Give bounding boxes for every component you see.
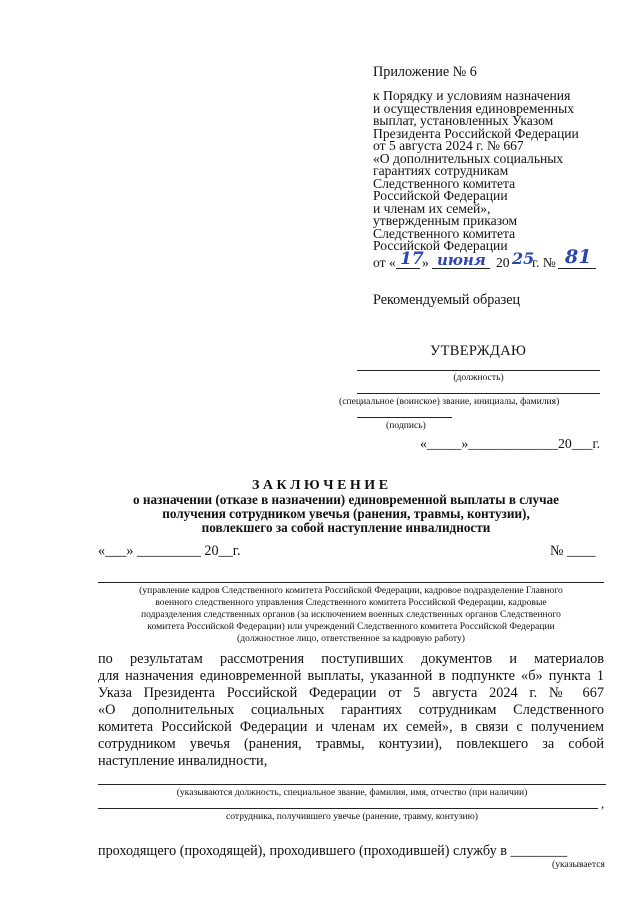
- date-month-handwritten: июня: [437, 251, 486, 269]
- organization-caption-line: (должностное лицо, ответственное за кадровую работу): [237, 633, 465, 644]
- appendix-line: от 5 августа 2024 г. № 667: [373, 138, 524, 153]
- body-line: комитета Российской Федерации и членам их семей», в связи с получением: [98, 719, 604, 735]
- rank-caption: (специальное (воинское) звание, инициалы, фамилия): [339, 396, 560, 407]
- body-line: Указа Президента Российской Федерации от 5 августа 2024 г. № 667: [98, 685, 604, 701]
- approval-heading: УТВЕРЖДАЮ: [430, 343, 527, 359]
- document-subtitle-line: повлекшего за собой наступление инвалидности: [201, 520, 491, 535]
- appendix-line: Российской Федерации: [373, 188, 508, 203]
- date-number-handwritten: 81: [565, 246, 592, 268]
- position-line: [357, 370, 600, 371]
- rank-line: [357, 393, 600, 394]
- person-line: [98, 784, 606, 785]
- signature-line: [357, 417, 452, 418]
- document-subtitle-line: получения сотрудником увечья (ранения, травмы, контузии),: [162, 506, 530, 521]
- sample-note: Рекомендуемый образец: [373, 292, 521, 308]
- body-line: по результатам рассмотрения поступивших документов и материалов: [98, 651, 604, 667]
- document-title: З А К Л Ю Ч Е Н И Е: [251, 478, 389, 493]
- organization-caption-line: (управление кадров Следственного комитета Российской Федерации, кадровое подразделение Главного: [139, 585, 563, 596]
- appendix-line: Российской Федерации: [373, 238, 508, 253]
- employee-caption: сотрудника, получившего увечье (ранение, травму, контузию): [225, 811, 479, 822]
- organization-caption-line: военного следственного управления Следственного комитета Российской Федерации, кадровые: [155, 597, 547, 608]
- date-mid: »: [422, 255, 429, 270]
- date-number-prefix: г. №: [532, 255, 556, 270]
- appendix-line: и осуществления единовременных: [373, 100, 575, 116]
- body-line: для назначения единовременной выплаты, указанной в подпункте «б» пункта 1: [98, 668, 604, 684]
- signature-caption: (подпись): [386, 420, 426, 431]
- appendix-line: Следственного комитета: [373, 225, 516, 241]
- appendix-line: гарантиях сотрудникам: [373, 163, 509, 178]
- appendix-line: Следственного комитета: [373, 175, 516, 191]
- person-caption: (указываются должность, специальное звание, фамилия, имя, отчество (при наличии): [176, 787, 528, 798]
- date-year-handwritten: 25: [512, 249, 535, 268]
- organization-line: [98, 582, 604, 583]
- service-line: проходящего (проходящей), проходившего (проходившей) службу в ________: [98, 843, 568, 859]
- conclusion-date-field: «___» _________ 20__г.: [98, 543, 241, 559]
- organization-caption-line: подразделения следственных органов (за исключением военных следственных органов Следственного: [141, 609, 561, 620]
- date-number-line: [558, 268, 596, 269]
- document-subtitle-line: о назначении (отказе в назначении) единовременной выплаты в случае: [132, 492, 560, 507]
- body-line: наступление инвалидности,: [98, 753, 268, 769]
- service-caption: (указывается: [552, 859, 605, 870]
- appendix-line: к Порядку и условиям назначения: [373, 88, 571, 103]
- date-month-line: [432, 268, 490, 269]
- employee-line: [98, 808, 598, 809]
- appendix-line: и членам их семей»,: [373, 200, 491, 216]
- organization-caption-line: комитета Российской Федерации) или учреждений Следственного комитета Российской Федерации: [147, 621, 555, 632]
- approval-date-field: «_____»_____________20___г.: [420, 436, 601, 451]
- body-line: «О дополнительных социальных гарантиях сотрудникам Следственного: [98, 702, 604, 718]
- appendix-number: Приложение № 6: [373, 64, 477, 80]
- conclusion-number-field: № ____: [550, 543, 596, 559]
- body-line: сотрудником увечья (ранения, травмы, контузии), повлекшего за собой: [98, 736, 604, 752]
- date-prefix: от «: [373, 255, 396, 270]
- position-caption: (должность): [453, 372, 504, 383]
- date-year-prefix: 20: [496, 255, 510, 270]
- date-day-handwritten: 17: [400, 249, 424, 269]
- appendix-line: Президента Российской Федерации: [373, 125, 579, 141]
- date-day-line: [396, 268, 420, 269]
- appendix-line: утвержденным приказом: [373, 213, 518, 228]
- employee-line-comma: ,: [601, 796, 605, 811]
- appendix-line: «О дополнительных социальных: [373, 150, 564, 166]
- appendix-line: выплат, установленных Указом: [373, 113, 554, 128]
